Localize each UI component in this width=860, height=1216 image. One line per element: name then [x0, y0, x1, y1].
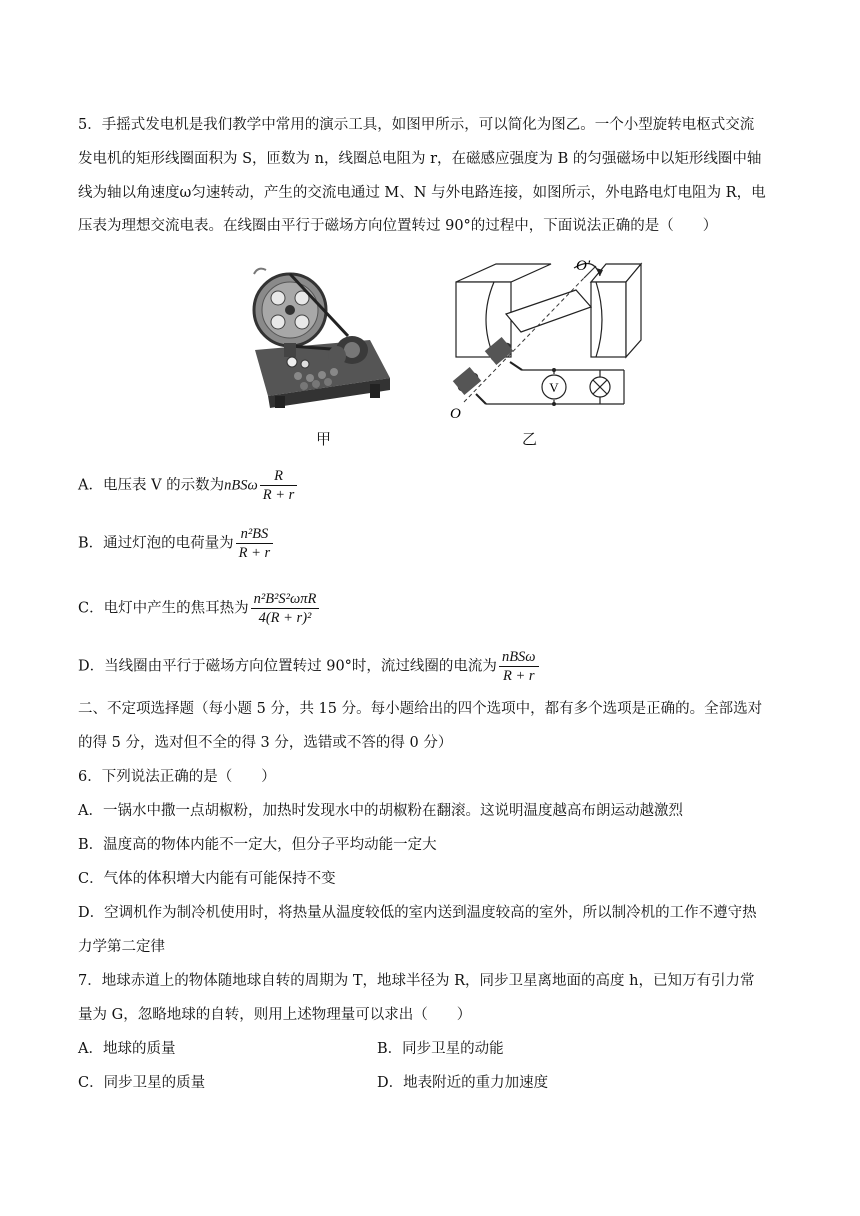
q7-option-b: B．同步卫星的动能 [377, 1041, 504, 1057]
q5-option-d-fraction [499, 648, 539, 685]
axis-label-o: O [450, 406, 461, 422]
q5-option-a-text: A．电压表 V 的示数为 [78, 477, 225, 494]
q5-stem-line-4: 压表为理想交流电表。在线圈由平行于磁场方向位置转过 90°的过程中，下面说法正确的是（ ） [78, 218, 718, 234]
q6-option-d-line-1: D．空调机作为制冷机使用时，将热量从温度较低的室内送到温度较高的室外，所以制冷机的工作不遵守热 [78, 905, 757, 921]
q6-stem: 6．下列说法正确的是（ ） [78, 769, 276, 785]
q5-option-b [78, 525, 273, 562]
q5-option-a-fraction [260, 467, 298, 504]
q7-option-a: A．地球的质量 [78, 1041, 176, 1057]
q5-option-b-text: B．通过灯泡的电荷量为 [78, 535, 234, 552]
q5-option-c [78, 590, 319, 627]
q7-option-c: C．同步卫星的质量 [78, 1075, 206, 1091]
q6-option-a: A．一锅水中撒一点胡椒粉，加热时发现水中的胡椒粉在翻滚。这说明温度越高布朗运动越激烈 [78, 803, 683, 819]
q5-option-a-prefix: nBSω [224, 477, 258, 494]
q5-option-d-numerator: nBSω [499, 648, 539, 667]
generator-schematic-figure [446, 252, 646, 422]
q5-option-d [78, 648, 539, 685]
q5-option-d-text: D．当线圈由平行于磁场方向位置转过 90°时，流过线圈的电流为 [78, 658, 497, 675]
q7-option-d: D．地表附近的重力加速度 [377, 1075, 549, 1091]
q5-option-b-fraction [236, 525, 274, 562]
q5-option-d-denominator: R + r [502, 668, 535, 684]
q5-option-b-numerator: n²BS [236, 525, 274, 544]
q7-stem-line-1: 7．地球赤道上的物体随地球自转的周期为 T，地球半径为 R，同步卫星离地面的高度 h，已知万有引力常 [78, 973, 755, 989]
q5-option-a-numerator: R [260, 467, 298, 486]
q5-stem-line-2: 发电机的矩形线圈面积为 S，匝数为 n，线圈总电阻为 r，在磁感应强度为 B 的匀强磁场中以矩形线圈中轴 [78, 151, 762, 167]
q5-stem-line-1: 5．手摇式发电机是我们教学中常用的演示工具，如图甲所示，可以简化为图乙。一个小型旋转电枢式交流 [78, 117, 755, 133]
figure-jia-caption: 甲 [316, 430, 332, 448]
q6-option-c: C．气体的体积增大内能有可能保持不变 [78, 871, 336, 887]
q5-option-b-denominator: R + r [238, 545, 271, 561]
generator-photo-figure [240, 258, 400, 416]
q5-stem-line-3: 线为轴以角速度ω匀速转动，产生的交流电通过 M、N 与外电路连接，如图所示，外电路电灯电阻为 R，电 [78, 185, 766, 201]
q5-option-c-text: C．电灯中产生的焦耳热为 [78, 600, 249, 617]
q5-option-c-denominator: 4(R + r)² [258, 610, 312, 626]
q5-option-c-numerator: n²B²S²ωπR [251, 590, 320, 609]
voltmeter-label: V [549, 380, 559, 395]
axis-label-o-prime: O′ [576, 258, 591, 274]
q6-option-b: B．温度高的物体内能不一定大，但分子平均动能一定大 [78, 837, 437, 853]
q6-option-d-line-2: 力学第二定律 [78, 939, 165, 955]
figure-yi-caption: 乙 [522, 430, 538, 448]
q7-stem-line-2: 量为 G，忽略地球的自转，则用上述物理量可以求出（ ） [78, 1007, 472, 1023]
q5-option-c-fraction [251, 590, 320, 627]
q5-option-a [78, 467, 297, 504]
section-2-heading-line-2: 的得 5 分，选对但不全的得 3 分，选错或不答的得 0 分） [78, 735, 453, 751]
section-2-heading-line-1: 二、不定项选择题（每小题 5 分，共 15 分。每小题给出的四个选项中，都有多个选项是正确的。全部选对 [78, 701, 763, 717]
q5-option-a-denominator: R + r [262, 487, 295, 503]
